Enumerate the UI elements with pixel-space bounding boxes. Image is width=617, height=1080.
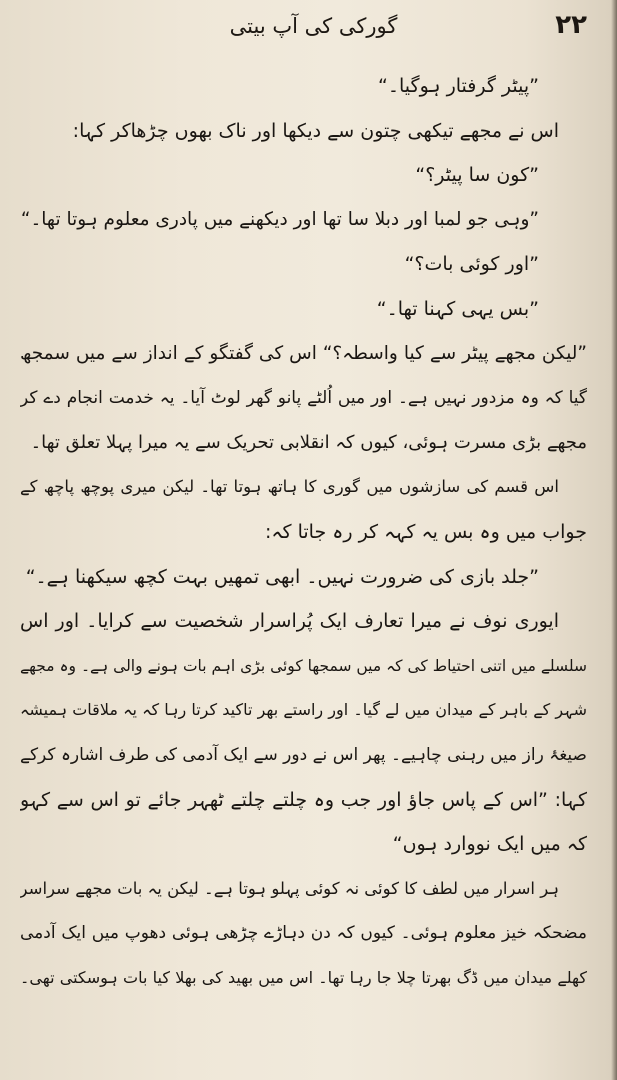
running-title: گورکی کی آپ بیتی [229,14,398,38]
text-line: اس نے مجھے تیکھی چتون سے دیکھا اور ناک بھوں چڑھاکر کہا: [72,119,559,142]
page-header [40,10,587,50]
text-line: ”بس یہی کہنا تھا۔“ [376,297,539,320]
text-line: کہ میں ایک نووارد ہوں“ [392,833,587,856]
page-number: ۲۲ [555,10,587,40]
text-line: صیغۂ راز میں رہنی چاہیے۔ پھر اس نے دور سے ایک آدمی کی طرف اشارہ کرکے [20,744,587,765]
text-line: شہر کے باہر کے میدان میں لے گیا۔ اور راستے بھر تاکید کرتا رہا کہ یہ ملاقات ہمیشہ [20,700,587,720]
text-line: ہر اسرار میں لطف کا کوئی نہ کوئی پہلو ہوتا ہے۔ لیکن یہ بات مجھے سراسر [20,878,559,898]
text-line: ”وہی جو لمبا اور دبلا سا تھا اور دیکھنے میں پادری معلوم ہوتا تھا۔“ [20,208,539,230]
text-line: ”کون سا پیٹر؟“ [415,164,539,187]
text-line: ایوری نوف نے میرا تعارف ایک پُراسرار شخصیت سے کرایا۔ اور اس [20,610,559,633]
text-line: ”پیٹر گرفتار ہوگیا۔“ [378,75,539,97]
text-line: جواب میں وہ بس یہ کہہ کر رہ جاتا کہ: [264,520,587,543]
text-line: گیا کہ وہ مزدور نہیں ہے۔ اور میں اُلٹے پانو گھر لوٹ آیا۔ یہ خدمت انجام دے کر [20,388,587,409]
text-line: کھلے میدان میں ڈگ بھرتا چلا جا رہا تھا۔ اس میں بھید کی بھلا کیا بات ہوسکتی تھی۔ [20,967,587,987]
text-line: مضحکہ خیز معلوم ہوئی۔ کیوں کہ دن دہاڑے چڑھی ہوئی دھوپ میں ایک آدمی [20,923,587,944]
text-line: سلسلے میں اتنی احتیاط کی کہ میں سمجھا کوئی بڑی اہم بات ہونے والی ہے۔ وہ مجھے [20,656,587,675]
text-line: ”لیکن مجھے پیٹر سے کیا واسطہ؟“ اس کی گفتگو کے انداز سے میں سمجھ [20,342,587,364]
text-line: اس قسم کی سازشوں میں گوری کا ہاتھ ہوتا تھا۔ لیکن میری پوچھ پاچھ کے [20,477,559,497]
text-line: کہا: ”اس کے پاس جاؤ اور جب وہ چلتے چلتے ٹھہر جائے تو اس سے کہو [20,788,587,811]
text-line: ”اور کوئی بات؟“ [404,253,539,276]
text-line: مجھے بڑی مسرت ہوئی، کیوں کہ انقلابی تحریک سے یہ میرا پہلا تعلق تھا۔ [30,431,587,453]
text-line: ”جلد بازی کی ضرورت نہیں۔ ابھی تمھیں بہت کچھ سیکھنا ہے۔“ [25,565,539,588]
body-text [20,64,587,1000]
